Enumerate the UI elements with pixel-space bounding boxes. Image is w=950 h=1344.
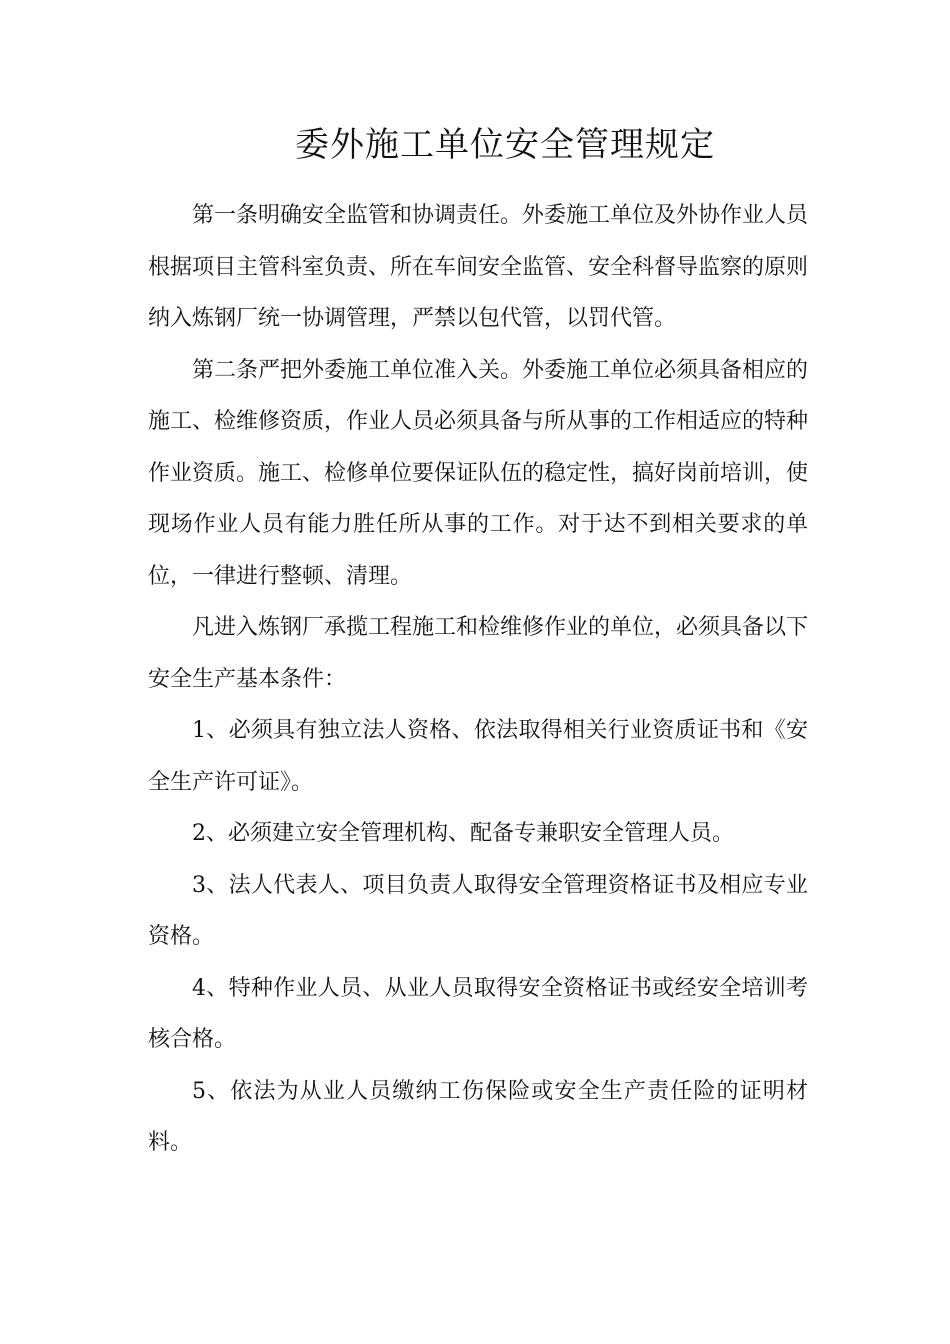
paragraph-condition-2: 2、必须建立安全管理机构、配备专兼职安全管理人员。 xyxy=(192,821,734,846)
paragraph-condition-4: 4、特种作业人员、从业人员取得安全资格证书或经安全培训考核合格。 xyxy=(148,975,808,1052)
paragraph-article-2: 第二条严把外委施工单位准入关。外委施工单位必须具备相应的施工、检维修资质，作业人员必须具备与所从事的工作相适应的特种作业资质。施工、检修单位要保证队伍的稳定性，搞好岗前培训，使现场作业人员有能力胜任所从事的工作。对于达不到相关要求的单位，一律进行整顿、清理。 xyxy=(148,357,809,589)
paragraph-conditions-intro: 凡进入炼钢厂承揽工程施工和检维修作业的单位，必须具备以下安全生产基本条件： xyxy=(148,615,809,692)
document-body xyxy=(148,190,808,1169)
document-title: 委外施工单位安全管理规定 xyxy=(295,125,715,165)
paragraph-condition-5: 5、依法为从业人员缴纳工伤保险或安全生产责任险的证明材料。 xyxy=(148,1078,808,1155)
paragraph-condition-1: 1、必须具有独立法人资格、依法取得相关行业资质证书和《安全生产许可证》。 xyxy=(148,718,808,795)
paragraph-condition-3: 3、法人代表人、项目负责人取得安全管理资格证书及相应专业资格。 xyxy=(148,872,808,949)
paragraph-article-1: 第一条明确安全监管和协调责任。外委施工单位及外协作业人员根据项目主管科室负责、所在车间安全监管、安全科督导监察的原则纳入炼钢厂统一协调管理，严禁以包代管，以罚代管。 xyxy=(148,203,809,331)
